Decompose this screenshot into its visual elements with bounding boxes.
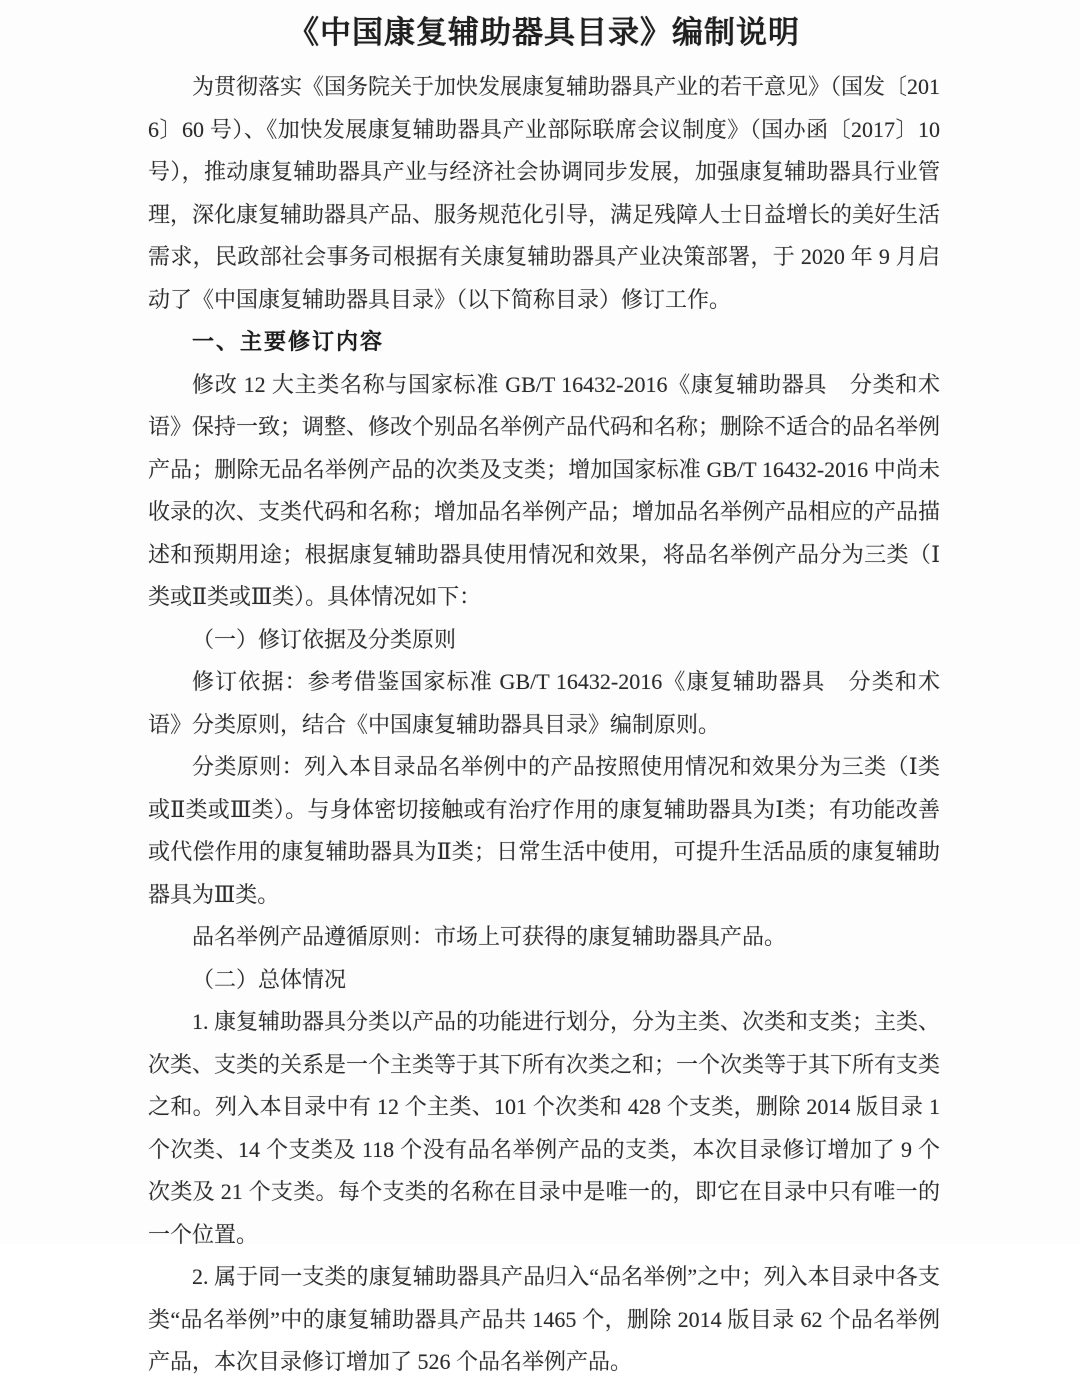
product-example-principle-paragraph: 品名举例产品遵循原则：市场上可获得的康复辅助器具产品。 bbox=[192, 924, 787, 949]
intro-paragraph: 为贯彻落实《国务院关于加快发展康复辅助器具产业的若干意见》（国发〔2016〕60 号）、《加快发展康复辅助器具产业部际联席会议制度》（国办函〔2017〕10 号），推动康复辅助器具产业与经济社会协调同步发展，加强康复辅助器具行业管理，深化康复辅助器具产品、服务规范化引导，满足残障人士日益增长的美好生活需求，民政部社会事务司根据有关康复辅助器具产业决策部署，于 2020 年 9 月启动了《中国康复辅助器具目录》（以下简称目录）修订工作。 bbox=[148, 74, 941, 312]
revision-basis-paragraph: 修订依据：参考借鉴国家标准 GB/T 16432-2016《康复辅助器具 分类和术语》分类原则，结合《中国康复辅助器具目录》编制原则。 bbox=[148, 669, 940, 737]
revision-summary-paragraph: 修改 12 大主类名称与国家标准 GB/T 16432-2016《康复辅助器具 分类和术语》保持一致；调整、修改个别品名举例产品代码和名称；删除不适合的品名举例产品；删除无品名举例产品的次类及支类；增加国家标准 GB/T 16432-2016 中尚未收录的次、支类代码和名称；增加品名举例产品；增加品名举例产品相应的产品描述和预期用途；根据康复辅助器具使用情况和效果，将品名举例产品分为三类（Ⅰ类或Ⅱ类或Ⅲ类）。具体情况如下： bbox=[148, 371, 941, 609]
subsection-heading-basis-and-principles: （一）修订依据及分类原则 bbox=[192, 626, 457, 652]
overall-item-2-paragraph: 2. 属于同一支类的康复辅助器具产品归入“品名举例”之中；列入本目录中各支类“品名举例”中的康复辅助器具产品共 1465 个，删除 2014 版目录 62 个品名举例产品，本次目录修订增加了 526 个品名举例产品。 bbox=[148, 1264, 940, 1374]
document-title: 《中国康复辅助器具目录》编制说明 bbox=[288, 15, 800, 50]
section-heading-main-revisions: 一、主要修订内容 bbox=[192, 329, 385, 354]
classification-principle-paragraph: 分类原则：列入本目录品名举例中的产品按照使用情况和效果分为三类（Ⅰ类或Ⅱ类或Ⅲ类）。与身体密切接触或有治疗作用的康复辅助器具为Ⅰ类；有功能改善或代偿作用的康复辅助器具为Ⅱ类；日常生活中使用，可提升生活品质的康复辅助器具为Ⅲ类。 bbox=[148, 754, 940, 907]
subsection-heading-overall-situation: （二）总体情况 bbox=[192, 966, 347, 992]
overall-item-1-paragraph: 1. 康复辅助器具分类以产品的功能进行划分，分为主类、次类和支类；主类、次类、支类的关系是一个主类等于其下所有次类之和；一个次类等于其下所有支类之和。列入本目录中有 12 个主类、101 个次类和 428 个支类，删除 2014 版目录 1 个次类、14 个支类及 118 个没有品名举例产品的支类，本次目录修订增加了 9 个次类及 21 个支类。每个支类的名称在目录中是唯一的，即它在目录中只有唯一的一个位置。 bbox=[148, 1009, 941, 1247]
document-body bbox=[148, 66, 940, 1384]
